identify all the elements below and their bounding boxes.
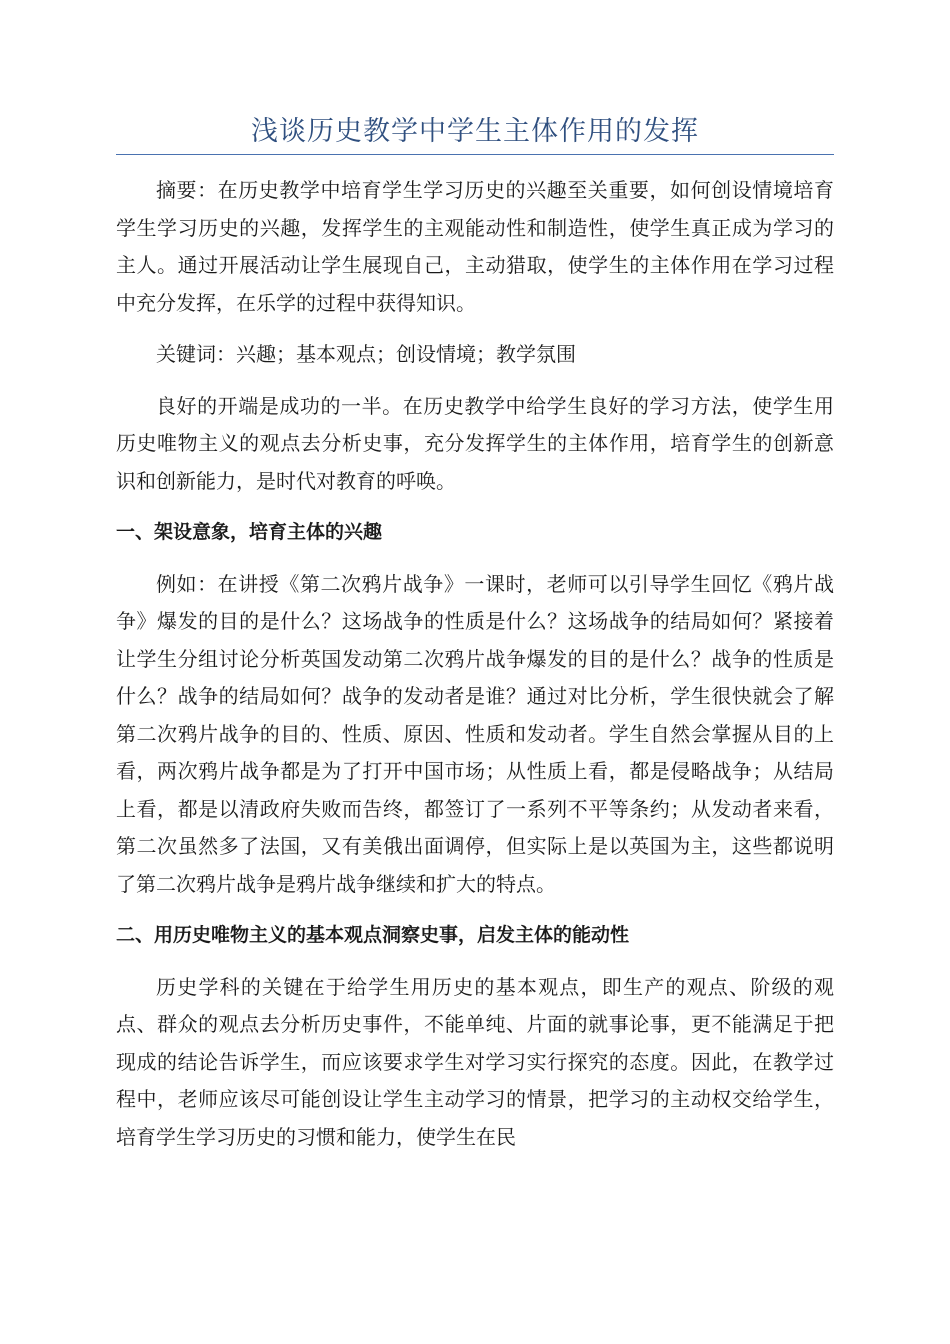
title-underline <box>116 154 834 155</box>
section-heading-2: 二、用历史唯物主义的基本观点洞察史事，启发主体的能动性 <box>116 924 630 946</box>
document-title: 浅谈历史教学中学生主体作用的发挥 <box>251 116 699 147</box>
section-heading-1: 一、架设意象，培育主体的兴趣 <box>116 521 383 543</box>
keywords-paragraph: 关键词：兴趣；基本观点；创设情境；教学氛围 <box>156 342 576 366</box>
abstract-paragraph: 摘要：在历史教学中培育学生学习历史的兴趣至关重要，如何创设情境培育学生学习历史的兴趣，发挥学生的主观能动性和制造性，使学生真正成为学习的主人。通过开展活动让学生展现自己，主动猎取，使学生的主体作用在学习过程中充分发挥，在乐学的过程中获得知识。 <box>116 178 834 315</box>
section-2-paragraph: 历史学科的关键在于给学生用历史的基本观点，即生产的观点、阶级的观点、群众的观点去分析历史事件，不能单纯、片面的就事论事，更不能满足于把现成的结论告诉学生，而应该要求学生对学习实行探究的态度。因此，在教学过程中，老师应该尽可能创设让学生主动学习的情景，把学习的主动权交给学生，培育学生学习历史的习惯和能力，使学生在民 <box>116 974 834 1149</box>
intro-paragraph: 良好的开端是成功的一半。在历史教学中给学生良好的学习方法，使学生用历史唯物主义的观点去分析史事，充分发挥学生的主体作用，培育学生的创新意识和创新能力，是时代对教育的呼唤。 <box>116 393 834 493</box>
section-1-paragraph: 例如：在讲授《第二次鸦片战争》一课时，老师可以引导学生回忆《鸦片战争》爆发的目的是什么？这场战争的性质是什么？这场战争的结局如何？紧接着让学生分组讨论分析英国发动第二次鸦片战争爆发的目的是什么？战争的性质是什么？战争的结局如何？战争的发动者是谁？通过对比分析，学生很快就会了解第二次鸦片战争的目的、性质、原因、性质和发动者。学生自然会掌握从目的上看，两次鸦片战争都是为了打开中国市场；从性质上看，都是侵略战争；从结局上看，都是以清政府失败而告终，都签订了一系列不平等条约；从发动者来看，第二次虽然多了法国，又有美俄出面调停，但实际上是以英国为主，这些都说明了第二次鸦片战争是鸦片战争继续和扩大的特点。 <box>116 571 834 896</box>
document-body <box>116 172 834 1170</box>
